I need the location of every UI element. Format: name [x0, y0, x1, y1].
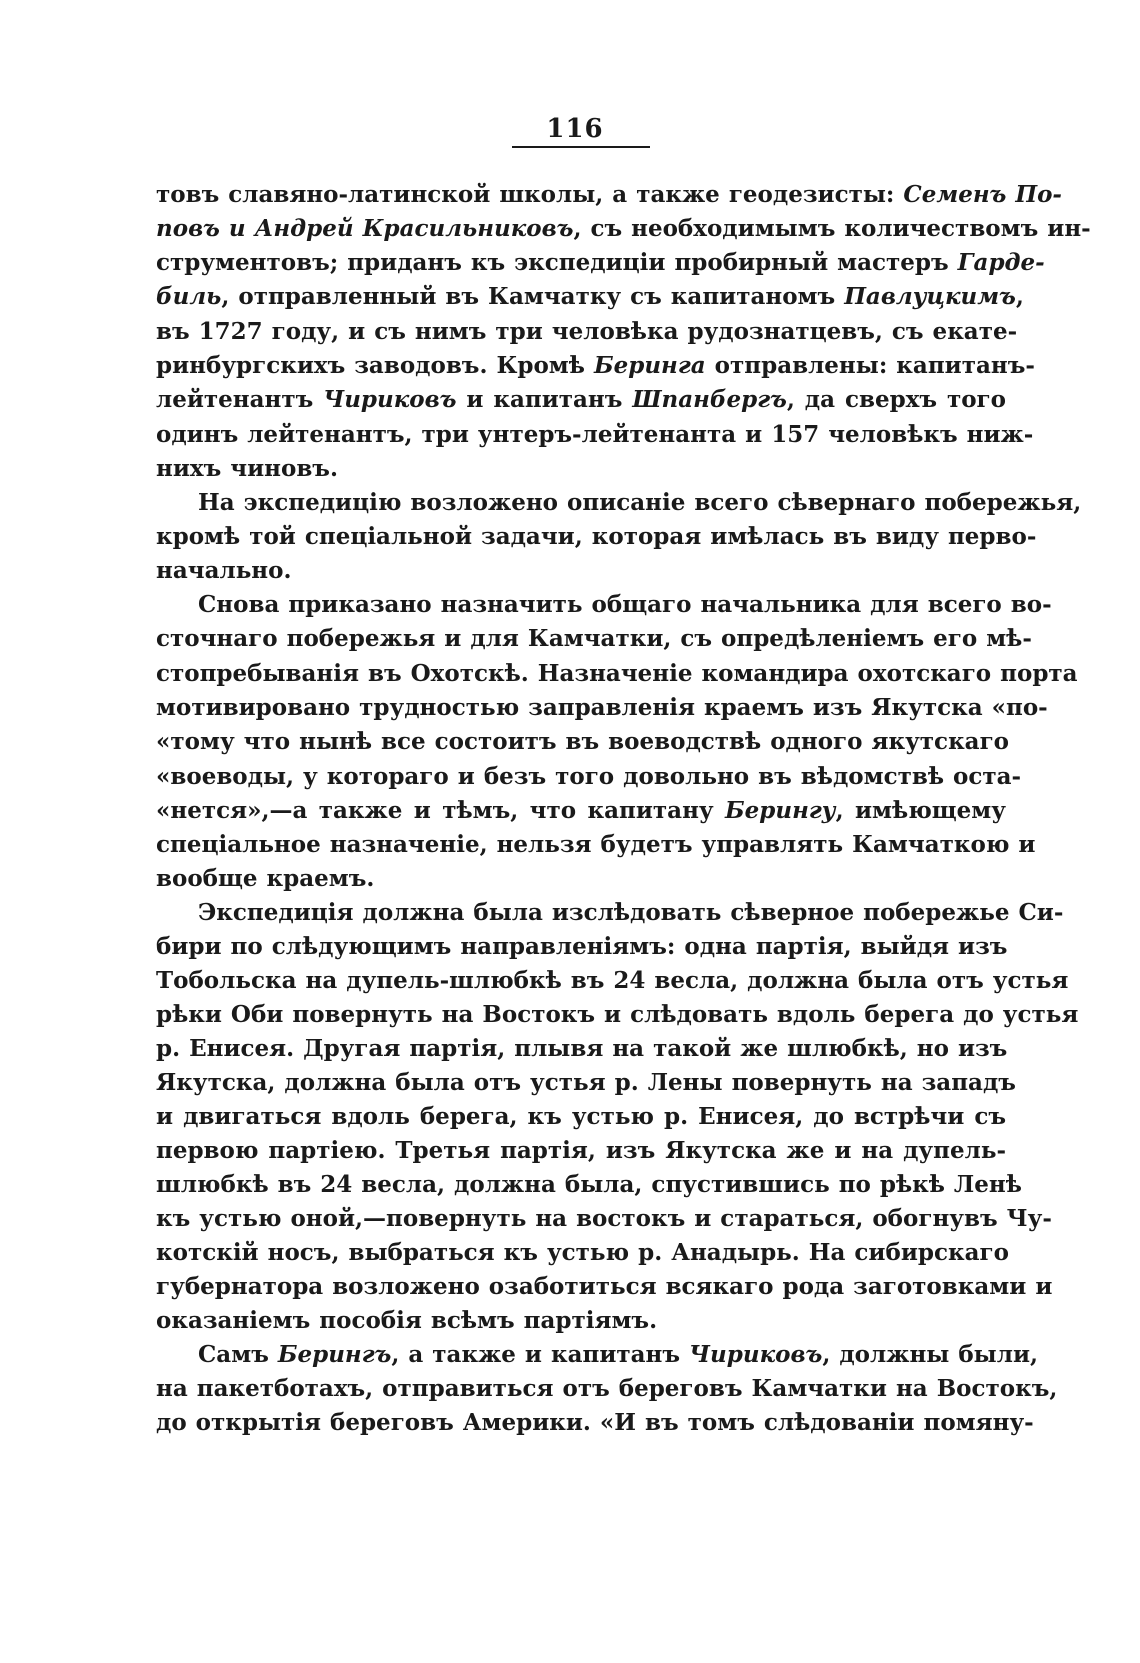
text-run: первою партіею. Третья партія, изъ Якутска же и на дупель- — [156, 1137, 1006, 1164]
text-run: Тобольска на дупель-шлюбкѣ въ 24 весла, должна была отъ устья — [156, 967, 1069, 994]
italic-name: Беринга — [593, 352, 706, 379]
text-run: отправлены: капитанъ- — [705, 352, 1035, 379]
text-run: р. Енисея. Другая партія, плывя на такой же шлюбкѣ, но изъ — [156, 1035, 1008, 1062]
text-line — [156, 1406, 1034, 1440]
text-run: сточнаго побережья и для Камчатки, съ опредѣленіемъ его мѣ- — [156, 625, 1032, 652]
text-run: Экспедиція должна была изслѣдовать сѣверное побережье Си- — [198, 899, 1064, 926]
text-line — [156, 657, 1078, 691]
text-run: ринбургскихъ заводовъ. Кромѣ — [156, 352, 594, 379]
text-line — [198, 896, 1064, 930]
text-line — [156, 691, 1048, 725]
text-line — [156, 862, 1006, 896]
text-line — [156, 554, 1006, 588]
text-run: , — [1015, 283, 1024, 310]
text-run: кромѣ той спеціальной задачи, которая имѣлась въ виду перво- — [156, 523, 1037, 550]
italic-name: повъ и Андрей Красильниковъ — [156, 215, 574, 242]
text-line — [198, 588, 1052, 622]
text-line — [156, 1304, 1006, 1338]
text-line — [156, 212, 1091, 246]
text-run: струментовъ; приданъ къ экспедиціи пробирный мастеръ — [156, 249, 958, 276]
text-line — [156, 246, 1045, 280]
text-run: «тому что нынѣ все состоитъ въ воеводствѣ одного якутскаго — [156, 728, 1010, 755]
text-line — [156, 452, 1006, 486]
italic-name: Гарде- — [957, 249, 1045, 276]
text-run: до открытія береговъ Америки. «И въ томъ слѣдованіи помяну- — [156, 1409, 1034, 1436]
italic-name: Чириковъ — [323, 386, 457, 413]
text-run: , должны были, — [822, 1341, 1039, 1368]
text-run: шлюбкѣ въ 24 весла, должна была, спустившись по рѣкѣ Ленѣ — [156, 1171, 1022, 1198]
text-line — [156, 1270, 1053, 1304]
text-run: стопребыванія въ Охотскѣ. Назначеніе командира охотскаго порта — [156, 660, 1078, 687]
italic-name: Шпанбергъ — [632, 386, 787, 413]
text-run: , а также и капитанъ — [391, 1341, 690, 1368]
text-run: и двигаться вдоль берега, къ устью р. Енисея, до встрѣчи съ — [156, 1103, 1006, 1130]
text-run: , отправленный въ Камчатку съ капитаномъ — [221, 283, 845, 310]
text-line — [156, 349, 1035, 383]
text-line — [156, 622, 1032, 656]
text-run: , имѣющему — [835, 797, 1006, 824]
italic-name: Павлуцкимъ — [844, 283, 1016, 310]
text-run: нихъ чиновъ. — [156, 455, 338, 482]
text-line — [156, 1236, 1009, 1270]
italic-name: Семенъ По- — [903, 181, 1062, 208]
text-run: лейтенантъ — [156, 386, 324, 413]
text-run: и капитанъ — [456, 386, 633, 413]
italic-name: биль — [156, 283, 222, 310]
text-line — [156, 794, 1006, 828]
text-run: , съ необходимымъ количествомъ ин- — [573, 215, 1091, 242]
text-run: къ устью оной,—повернуть на востокъ и стараться, обогнувъ Чу- — [156, 1205, 1052, 1232]
text-run: Снова приказано назначить общаго начальника для всего во- — [198, 591, 1052, 618]
text-line — [156, 930, 1006, 964]
text-run: мотивировано трудностью заправленія краемъ изъ Якутска «по- — [156, 694, 1048, 721]
text-run: начально. — [156, 557, 292, 584]
text-run: спеціальное назначеніе, нельзя будетъ управлять Камчаткою и — [156, 831, 1036, 858]
text-line — [156, 760, 1022, 794]
text-line — [156, 383, 1006, 417]
text-run: рѣки Оби повернуть на Востокъ и слѣдовать вдоль берега до устья — [156, 1001, 1079, 1028]
text-run: «воеводы, у котораго и безъ того довольно въ вѣдомствѣ оста- — [156, 763, 1022, 790]
text-line — [156, 520, 1037, 554]
text-line — [156, 1372, 1058, 1406]
text-line — [156, 280, 1024, 314]
text-run: оказаніемъ пособія всѣмъ партіямъ. — [156, 1307, 658, 1334]
text-run: На экспедицію возложено описаніе всего сѣвернаго побережья, — [198, 489, 1082, 516]
text-line — [156, 1100, 1006, 1134]
text-line — [156, 828, 1036, 862]
text-run: губернатора возложено озаботиться всякаго рода заготовками и — [156, 1273, 1053, 1300]
text-line — [156, 178, 1062, 212]
text-run: вообще краемъ. — [156, 865, 375, 892]
text-line — [156, 315, 1018, 349]
text-line — [198, 486, 1082, 520]
text-line — [156, 1168, 1022, 1202]
italic-name: Берингъ — [277, 1341, 392, 1368]
text-line — [156, 998, 1079, 1032]
text-run: одинъ лейтенантъ, три унтеръ-лейтенанта и 157 человѣкъ ниж- — [156, 421, 1034, 448]
page-number-rule — [512, 146, 650, 148]
page-number: 116 — [546, 114, 604, 144]
text-line — [156, 418, 1034, 452]
text-run: товъ славяно-латинской школы, а также геодезисты: — [156, 181, 904, 208]
text-line — [156, 1202, 1052, 1236]
text-run: на пакетботахъ, отправиться отъ береговъ Камчатки на Востокъ, — [156, 1375, 1058, 1402]
text-line — [156, 725, 1010, 759]
text-run: бири по слѣдующимъ направленіямъ: одна партія, выйдя изъ — [156, 933, 1008, 960]
text-run: Якутска, должна была отъ устья р. Лены повернуть на западъ — [156, 1069, 1016, 1096]
text-run: , да сверхъ того — [786, 386, 1006, 413]
text-run: «нется»,—а также и тѣмъ, что капитану — [156, 797, 726, 824]
text-run: въ 1727 году, и съ нимъ три человѣка рудознатцевъ, съ екате- — [156, 318, 1018, 345]
text-line — [156, 1066, 1016, 1100]
text-line — [156, 964, 1069, 998]
italic-name: Берингу — [725, 797, 836, 824]
text-run: котскій носъ, выбраться къ устью р. Анадырь. На сибирскаго — [156, 1239, 1009, 1266]
text-line — [198, 1338, 1039, 1372]
text-line — [156, 1032, 1006, 1066]
text-run: Самъ — [198, 1341, 278, 1368]
text-line — [156, 1134, 1006, 1168]
italic-name: Чириковъ — [689, 1341, 823, 1368]
